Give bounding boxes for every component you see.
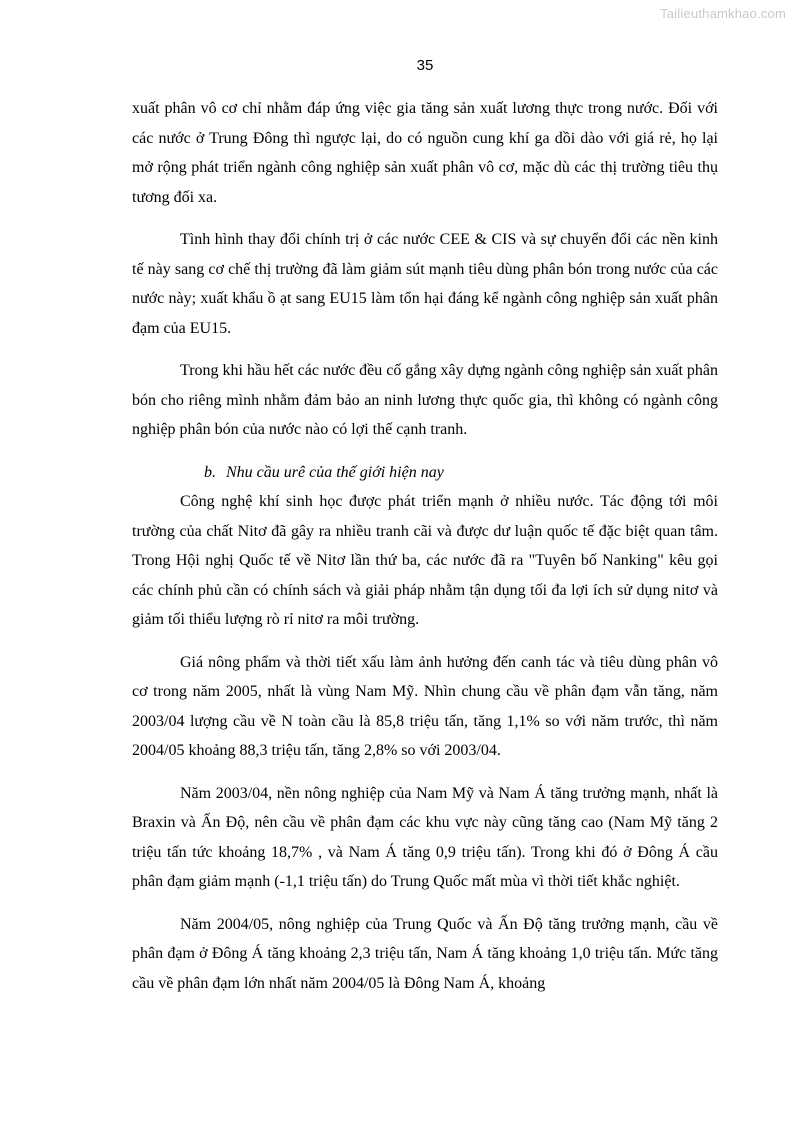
section-title: Nhu cầu urê của thế giới hiện nay [226, 463, 444, 481]
paragraph-continuation: xuất phân vô cơ chỉ nhằm đáp ứng việc gia tăng sản xuất lương thực trong nước. Đối với các nước ở Trung Đông thì ngược lại, do có nguồn cung khí ga dồi dào với giá rẻ, họ lại mở rộng phát triển ngành công nghiệp sản xuất phân vô cơ, mặc dù các thị trường tiêu thụ tương đối xa. [132, 100, 718, 206]
paragraph-competition: Trong khi hầu hết các nước đều cố gắng xây dựng ngành công nghiệp sản xuất phân bón cho riêng mình nhằm đảm bảo an ninh lương thực quốc gia, thì không có ngành công nghiệp phân bón của nước nào có lợi thế cạnh tranh. [132, 362, 718, 438]
watermark: Tailieuthamkhao.com [660, 6, 786, 21]
paragraph-prices-weather: Giá nông phẩm và thời tiết xấu làm ảnh hưởng đến canh tác và tiêu dùng phân vô cơ trong năm 2005, nhất là vùng Nam Mỹ. Nhìn chung cầu về phân đạm vẫn tăng, năm 2003/04 lượng cầu về N toàn cầu là 85,8 triệu tấn, tăng 1,1% so với năm trước, thì năm 2004/05 khoảng 88,3 triệu tấn, tăng 2,8% so với 2003/04. [132, 653, 718, 759]
paragraph-2003-04: Năm 2003/04, nền nông nghiệp của Nam Mỹ và Nam Á tăng trưởng mạnh, nhất là Braxin và Ấn Độ, nên cầu về phân đạm các khu vực này cũng tăng cao (Nam Mỹ tăng 2 triệu tấn tức khoảng 18,7% , và Nam Á tăng 0,9 triệu tấn). Trong khi đó ở Đông Á cầu phân đạm giảm mạnh (-1,1 triệu tấn) do Trung Quốc mất mùa vì thời tiết khắc nghiệt. [132, 784, 718, 890]
paragraph-2004-05: Năm 2004/05, nông nghiệp của Trung Quốc và Ấn Độ tăng trưởng mạnh, cầu về phân đạm ở Đông Á tăng khoảng 2,3 triệu tấn, Nam Á tăng khoảng 1,0 triệu tấn. Mức tăng cầu về phân đạm lớn nhất năm 2004/05 là Đông Nam Á, khoảng [132, 915, 718, 992]
document-body [132, 94, 718, 1011]
paragraph-cee-cis: Tình hình thay đổi chính trị ở các nước CEE & CIS và sự chuyển đổi các nền kinh tế này sang cơ chế thị trường đã làm giảm sút mạnh tiêu dùng phân bón trong nước của các nước này; xuất khẩu ồ ạt sang EU15 làm tổn hại đáng kể ngành công nghiệp sản xuất phân đạm của EU15. [132, 231, 718, 337]
section-number: b. [204, 463, 216, 481]
paragraph-biogas: Công nghệ khí sinh học được phát triển mạnh ở nhiều nước. Tác động tới môi trường của chất Nitơ đã gây ra nhiều tranh cãi và được dư luận quốc tế đặc biệt quan tâm. Trong Hội nghị Quốc tế về Nitơ lần thứ ba, các nước đã ra "Tuyên bố Nanking" kêu gọi các chính phủ cần có chính sách và giải pháp nhằm tận dụng tối đa lợi ích sử dụng nitơ và giảm tối thiểu lượng rò rỉ nitơ ra môi trường. [132, 493, 718, 628]
page-number: 35 [416, 57, 434, 74]
section-heading [132, 458, 718, 488]
